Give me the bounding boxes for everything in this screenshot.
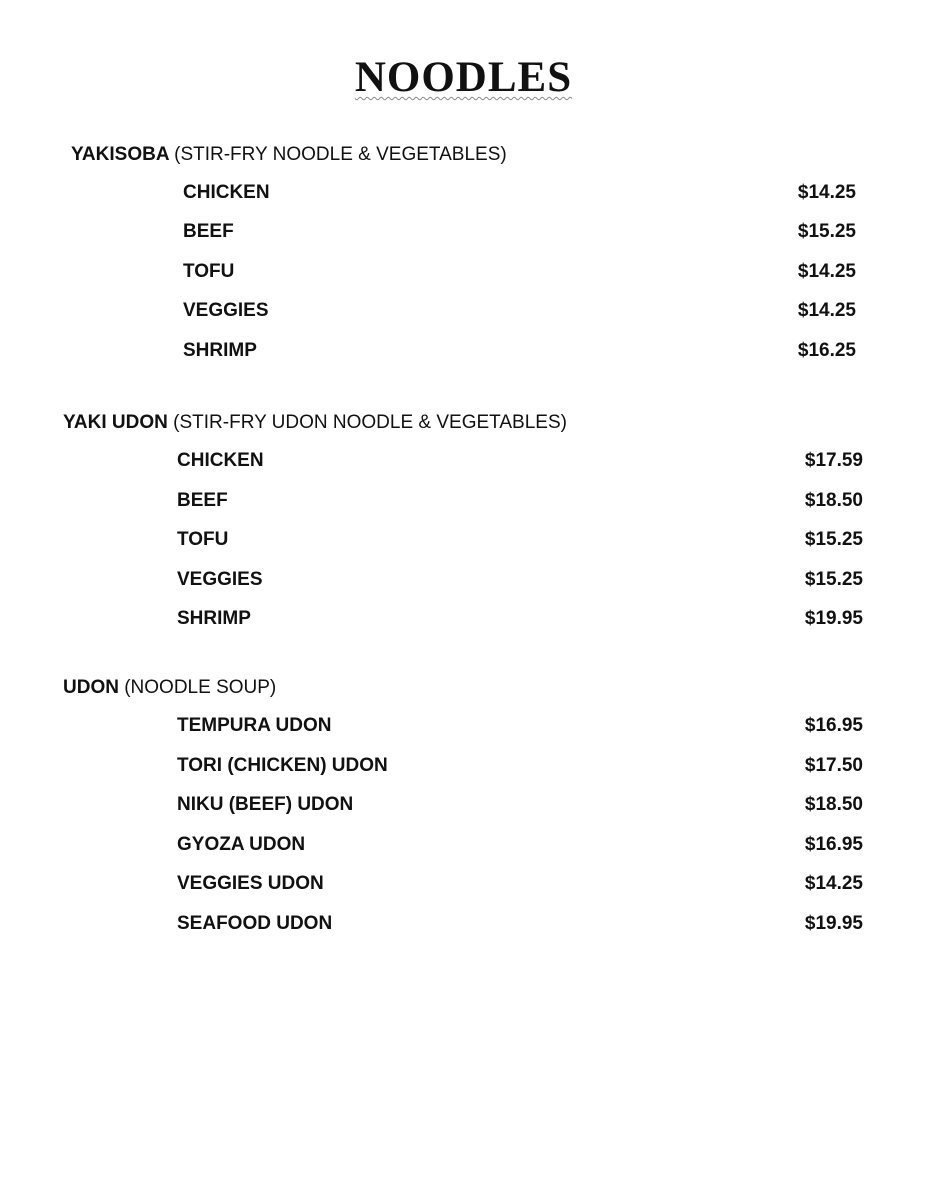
page-title — [0, 56, 927, 99]
menu-item-price: $19.95 — [804, 608, 863, 629]
menu-item-price: $14.25 — [797, 300, 856, 321]
menu-item-name: TORI (CHICKEN) UDON — [177, 755, 388, 776]
menu-item-name: TOFU — [183, 261, 235, 282]
menu-item-name: CHICKEN — [183, 182, 270, 203]
menu-item-price: $18.50 — [804, 794, 863, 815]
menu-item — [183, 221, 856, 243]
menu-item-price: $16.25 — [797, 340, 856, 361]
menu-item — [177, 529, 863, 551]
menu-item — [177, 873, 863, 895]
menu-item-name: TEMPURA UDON — [177, 715, 332, 736]
menu-item-price: $17.59 — [804, 450, 863, 471]
menu-item-price: $18.50 — [804, 490, 863, 511]
menu-item-name: BEEF — [177, 490, 228, 511]
menu-item — [177, 794, 863, 816]
menu-item-price: $14.25 — [797, 182, 856, 203]
section-description: (STIR-FRY NOODLE & VEGETABLES) — [174, 144, 507, 165]
menu-item-name: SHRIMP — [177, 608, 251, 629]
menu-item — [177, 569, 863, 591]
section-name: YAKI UDON — [63, 412, 168, 433]
menu-item — [183, 300, 856, 322]
menu-item-price: $15.25 — [804, 529, 863, 550]
menu-item-name: NIKU (BEEF) UDON — [177, 794, 354, 815]
menu-item — [177, 450, 863, 472]
section-heading — [71, 145, 507, 164]
menu-item — [177, 913, 863, 935]
page-title-text: NOODLES — [354, 54, 573, 101]
menu-item-price: $14.25 — [797, 261, 856, 282]
section-heading — [63, 413, 567, 432]
menu-item-price: $16.95 — [804, 834, 863, 855]
menu-item-name: SHRIMP — [183, 340, 257, 361]
menu-item-price: $19.95 — [804, 913, 863, 934]
menu-item-name: VEGGIES — [177, 569, 263, 590]
section-name: YAKISOBA — [71, 144, 169, 165]
menu-item-name: VEGGIES — [183, 300, 269, 321]
menu-item-price: $14.25 — [804, 873, 863, 894]
menu-item — [183, 261, 856, 283]
section-heading — [63, 678, 276, 697]
menu-item-price: $16.95 — [804, 715, 863, 736]
section-description: (STIR-FRY UDON NOODLE & VEGETABLES) — [173, 412, 567, 433]
menu-item — [183, 340, 856, 362]
menu-item — [177, 608, 863, 630]
menu-item — [183, 182, 856, 204]
menu-item — [177, 834, 863, 856]
section-description: (NOODLE SOUP) — [124, 677, 277, 698]
menu-item — [177, 755, 863, 777]
menu-item-name: BEEF — [183, 221, 234, 242]
menu-item-price: $17.50 — [804, 755, 863, 776]
menu-item-name: TOFU — [177, 529, 229, 550]
section-name: UDON — [63, 677, 119, 698]
menu-item-name: CHICKEN — [177, 450, 264, 471]
menu-item — [177, 490, 863, 512]
menu-item — [177, 715, 863, 737]
menu-item-price: $15.25 — [797, 221, 856, 242]
menu-item-name: VEGGIES UDON — [177, 873, 324, 894]
menu-item-name: SEAFOOD UDON — [177, 913, 333, 934]
menu-item-name: GYOZA UDON — [177, 834, 306, 855]
menu-item-price: $15.25 — [804, 569, 863, 590]
